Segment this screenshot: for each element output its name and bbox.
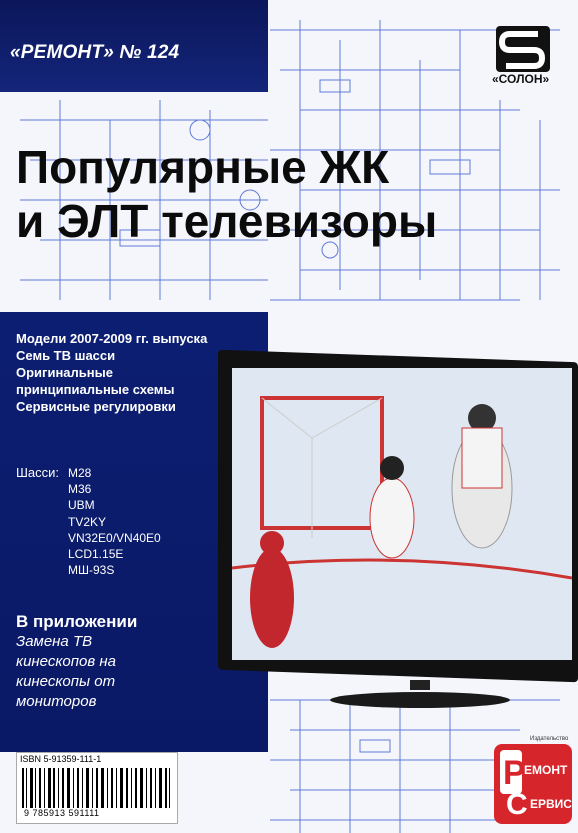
svg-text:С: С [506, 788, 528, 821]
imprint-caption: Издательство [530, 736, 569, 742]
series-label: «РЕМОНТ» № 124 [10, 42, 180, 63]
chassis-list [68, 465, 161, 578]
feature-item: Оригинальные [16, 365, 113, 380]
chassis-item: TV2KY [68, 514, 107, 529]
imprint-line2: ЕРВИС [530, 797, 572, 811]
isbn-label: ISBN 5-91359-111-1 [20, 754, 102, 764]
solon-logo-text: «СОЛОН» [492, 72, 550, 86]
chassis-item: M28 [68, 466, 92, 480]
svg-text:Р: Р [503, 754, 526, 792]
hockey-scene-icon [232, 368, 572, 660]
feature-item: Модели 2007-2009 гг. выпуска [16, 331, 208, 346]
appendix-line: кинескопов на [16, 653, 116, 670]
barcode-icon [20, 768, 172, 808]
book-title-line1: Популярные ЖК [16, 141, 390, 193]
book-title [16, 140, 437, 248]
tv-screen-hockey-image [232, 368, 572, 660]
imprint-line1: ЕМОНТ [524, 763, 568, 777]
appendix-heading: В приложении [16, 612, 138, 631]
chassis-item: LCD1.15E [68, 547, 124, 562]
appendix-text [16, 632, 176, 712]
appendix-line: мониторов [16, 693, 97, 710]
feature-item: Семь ТВ шасси [16, 348, 116, 363]
remont-servis-logo-icon [494, 740, 574, 826]
barcode-number: 9 785913 591111 [24, 808, 100, 818]
book-title-line2: и ЭЛТ телевизоры [16, 195, 438, 247]
chassis-item: VN32E0/VN40E0 [68, 530, 161, 545]
feature-item: Сервисные регулировки [16, 399, 176, 414]
appendix-line: Замена ТВ [16, 633, 93, 650]
chassis-item: UBM [68, 498, 95, 513]
chassis-item: МШ-93S [68, 563, 115, 578]
chassis-label: Шасси: [16, 465, 60, 480]
tv-stand [320, 680, 520, 710]
appendix-line: кинескопы от [16, 673, 116, 690]
chassis-item: M36 [68, 482, 92, 497]
feature-item: принципиальные схемы [16, 382, 175, 397]
